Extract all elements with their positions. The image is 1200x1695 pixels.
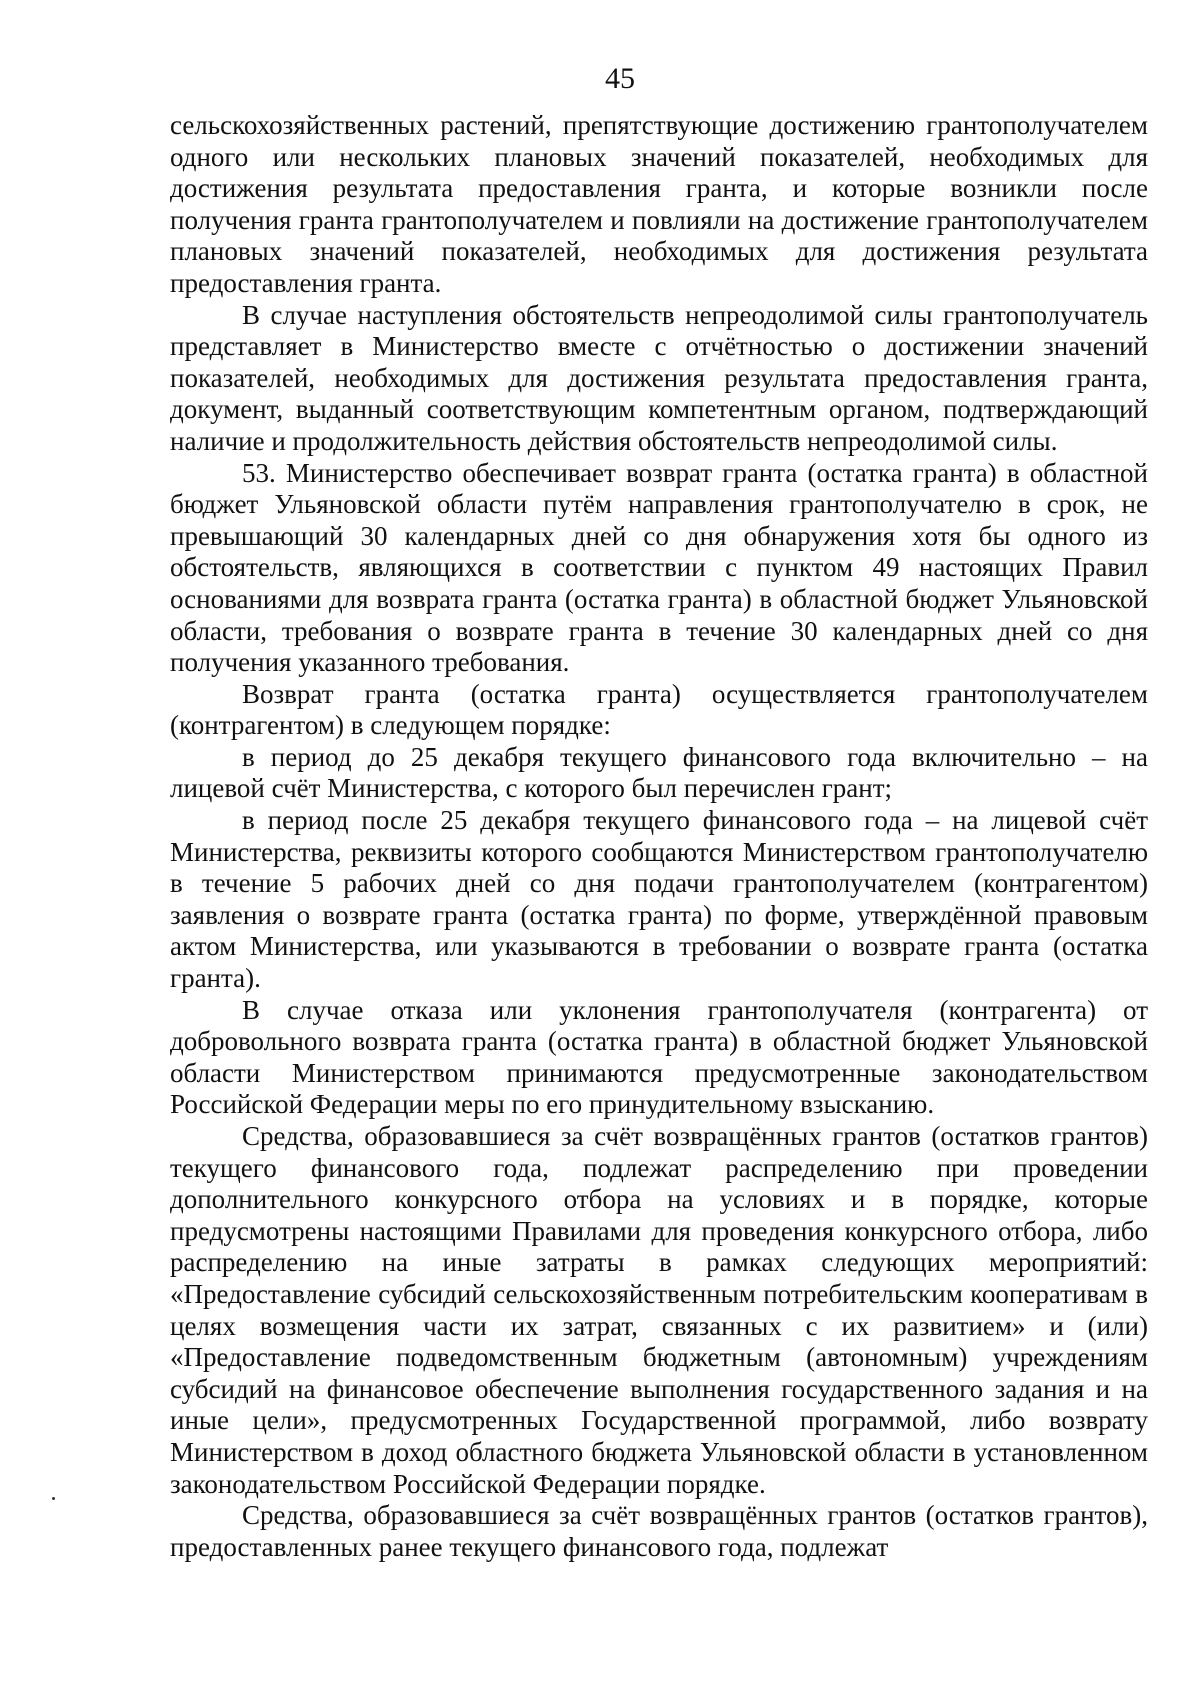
scan-speck: [52, 1497, 55, 1500]
paragraph: в период до 25 декабря текущего финансового года включительно – на лицевой счёт Министерства, с которого был перечислен грант;: [170, 741, 1148, 804]
paragraph: 53. Министерство обеспечивает возврат гранта (остатка гранта) в областной бюджет Ульяновской области путём направления грантополучателю в срок, не превышающий 30 календарных дней со дня обнаружения хотя бы одного из обстоятельств, являющихся в соответствии с пунктом 49 настоящих Правил основаниями для возврата гранта (остатка гранта) в областной бюджет Ульяновской области, требования о возврате гранта в течение 30 календарных дней со дня получения указанного требования.: [170, 457, 1148, 678]
page-number: 45: [605, 62, 635, 95]
paragraph: В случае отказа или уклонения грантополучателя (контрагента) от добровольного возврата гранта (остатка гранта) в областной бюджет Ульяновской области Министерством принимаются предусмотренные законодательством Российской Федерации меры по его принудительному взысканию.: [170, 994, 1148, 1120]
paragraph: сельскохозяйственных растений, препятствующие достижению грантополучателем одного или нескольких плановых значений показателей, необходимых для достижения результата предоставления гранта, и которые возникли после получения гранта грантополучателем и повлияли на достижение грантополучателем плановых значений показателей, необходимых для достижения результата предоставления гранта.: [170, 110, 1148, 298]
paragraph: В случае наступления обстоятельств непреодолимой силы грантополучатель представляет в Министерство вместе с отчётностью о достижении значений показателей, необходимых для достижения результата предоставления гранта, документ, выданный соответствующим компетентным органом, подтверждающий наличие и продолжительность действия обстоятельств непреодолимой силы.: [170, 299, 1148, 456]
paragraph: в период после 25 декабря текущего финансового года – на лицевой счёт Министерства, реквизиты которого сообщаются Министерством грантополучателю в течение 5 рабочих дней со дня подачи грантополучателем (контрагентом) заявления о возврате гранта (остатка гранта) по форме, утверждённой правовым актом Министерства, или указываются в требовании о возврате гранта (остатка гранта).: [170, 805, 1148, 994]
paragraph: Средства, образовавшиеся за счёт возвращённых грантов (остатков грантов) текущего финансового года, подлежат распределению при проведении дополнительного конкурсного отбора на условиях и в порядке, которые предусмотрены настоящими Правилами для проведения конкурсного отбора, либо распределению на иные затраты в рамках следующих мероприятий: «Предоставление субсидий сельскохозяйственным потребительским кооперативам в целях возмещения части их затрат, связанных с их развитием» и (или) «Предоставление подведомственным бюджетным (автономным) учреждениям субсидий на финансовое обеспечение выполнения государственного задания и на иные цели», предусмотренных Государственной программой, либо возврату Министерством в доход областного бюджета Ульяновской области в установленном законодательством Российской Федерации порядке.: [170, 1121, 1148, 1499]
document-body: [170, 110, 1148, 1563]
paragraph: Возврат гранта (остатка гранта) осуществляется грантополучателем (контрагентом) в следующем порядке:: [170, 678, 1148, 741]
paragraph: Средства, образовавшиеся за счёт возвращённых грантов (остатков грантов), предоставленных ранее текущего финансового года, подлежат: [170, 1500, 1148, 1562]
